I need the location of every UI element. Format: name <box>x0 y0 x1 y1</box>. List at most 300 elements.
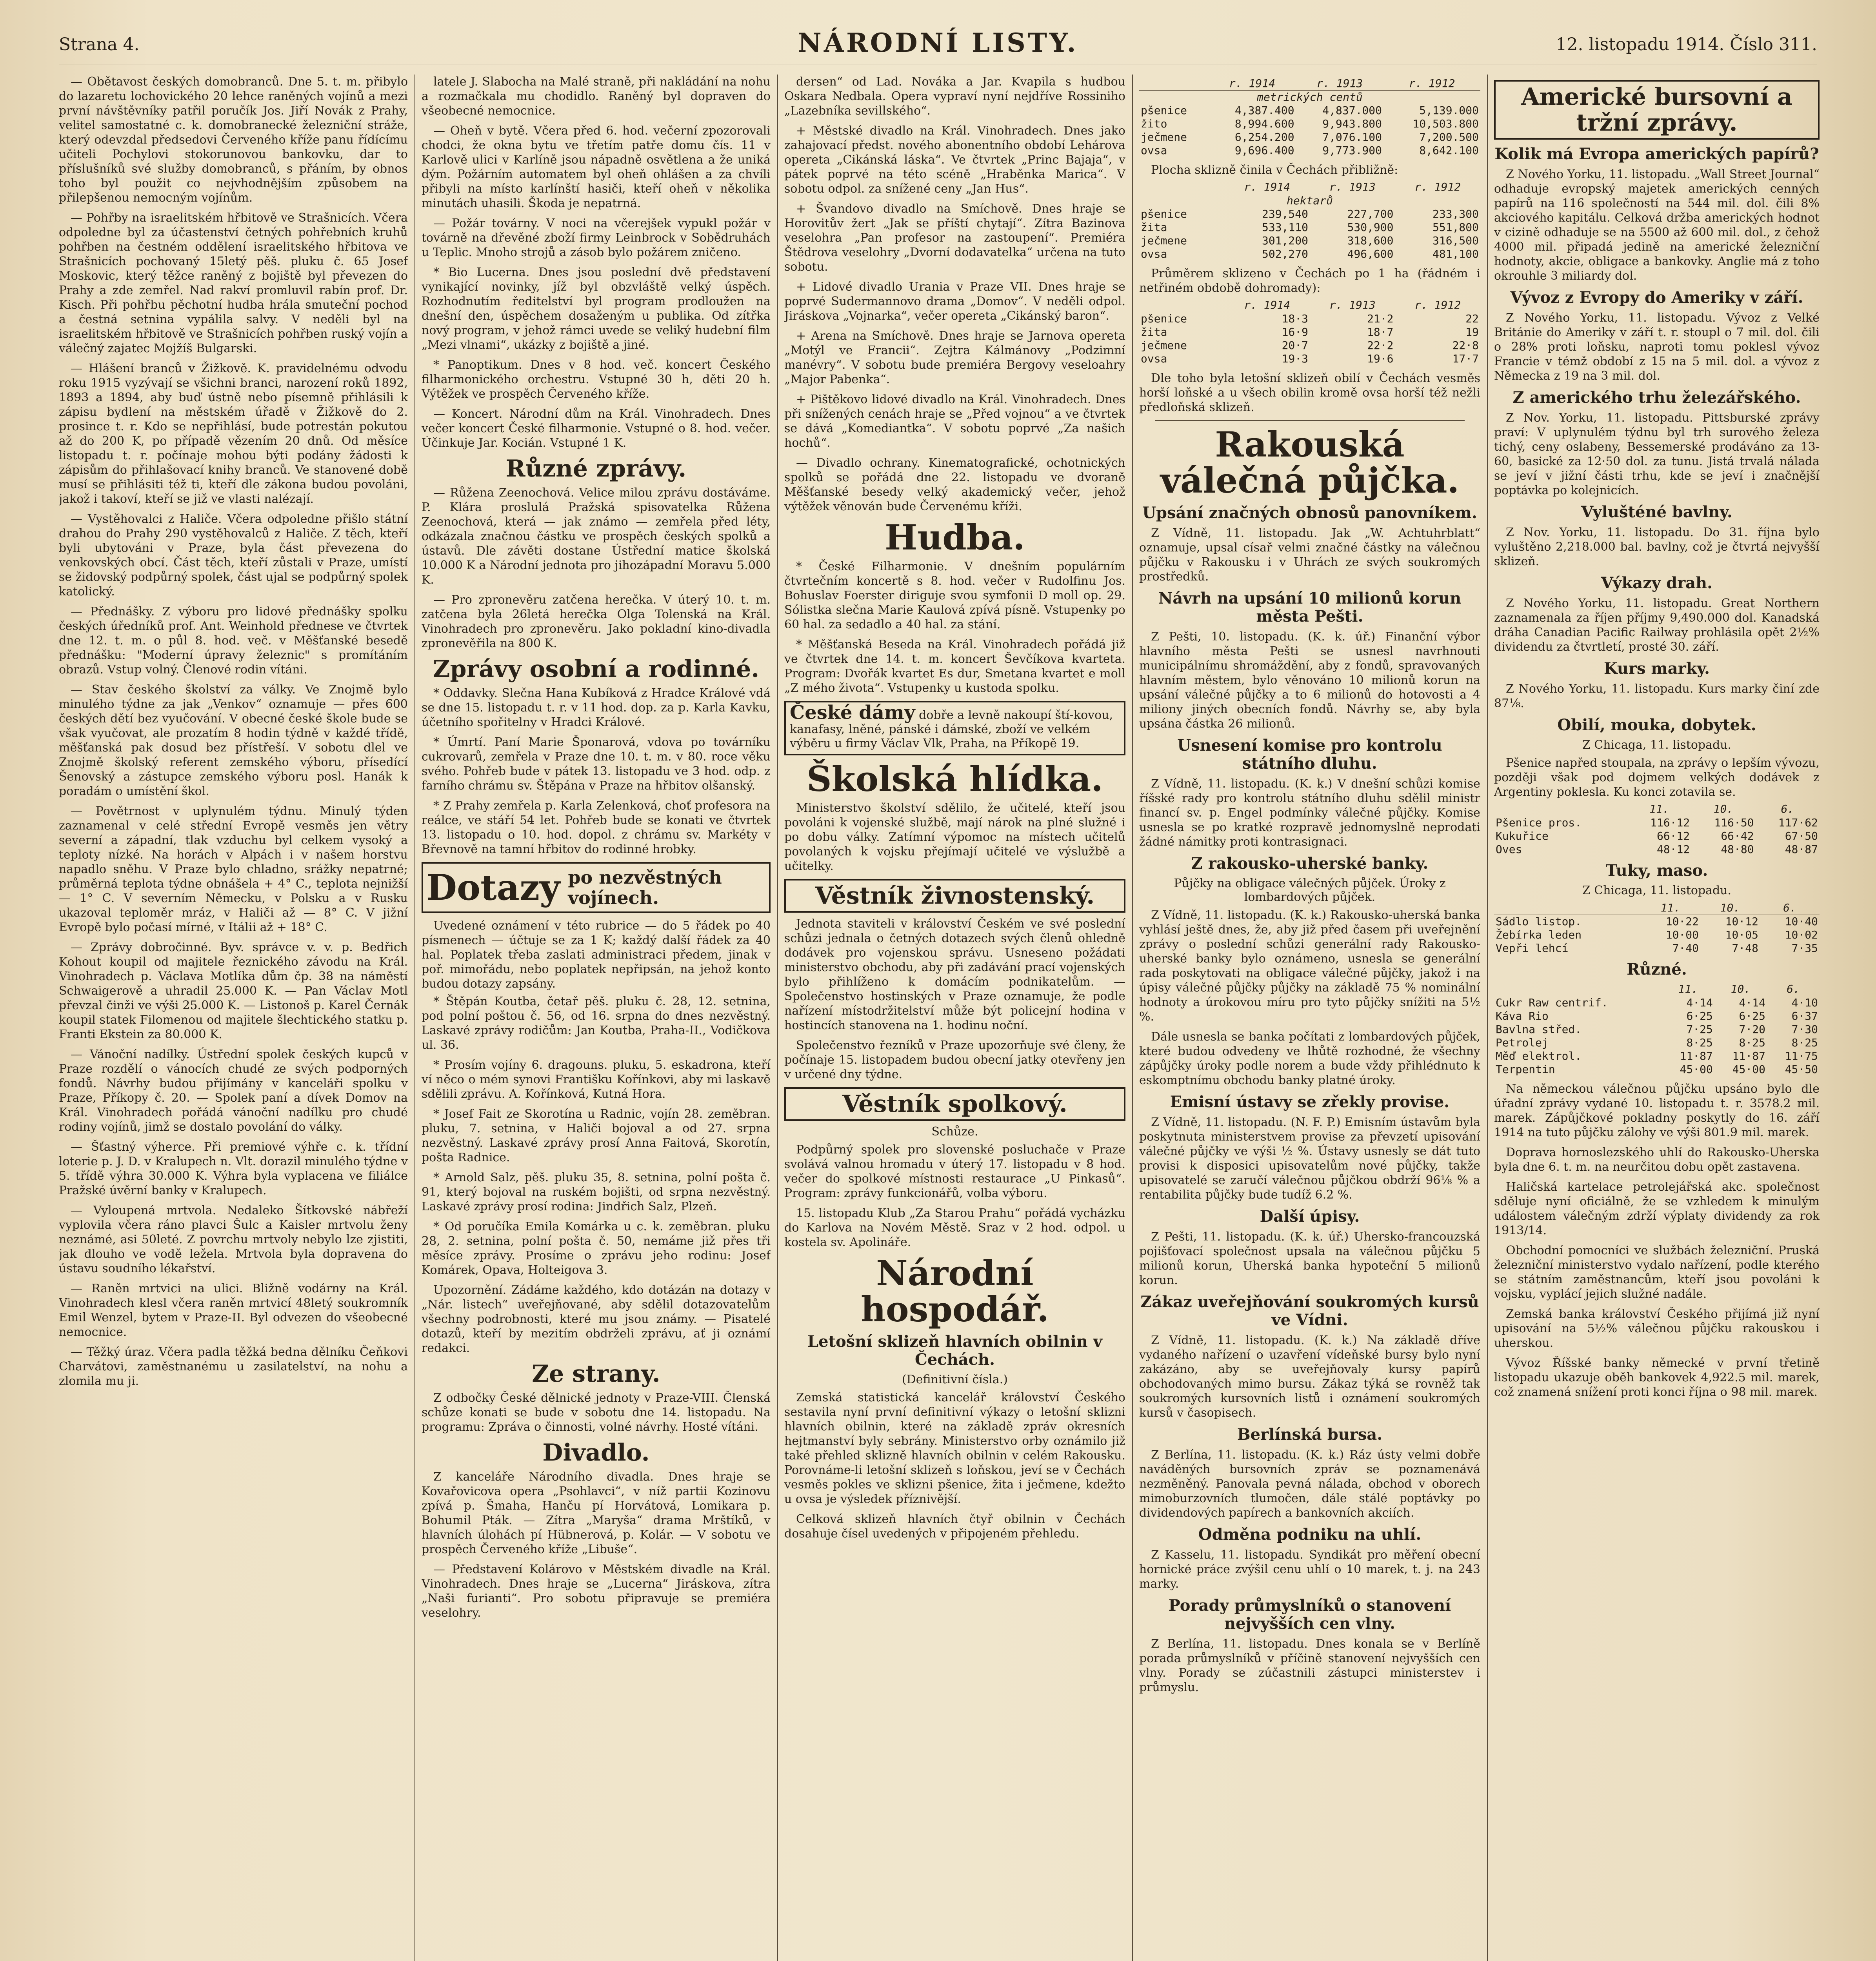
table-cell: 22 <box>1465 312 1479 325</box>
article-text: — Pohřby na israelitském hřbitově ve Strašnicích. Včera odpoledne byl za účastenství četných pohřebních kruhů pohřben na čestném oddělení israelitského hřbitova ve Strašnicích pochovaný 15letý pěš. pluku č. 65 Josef Moskovic, který těžce raněný z bojiště byl převezen do Prahy a zde zemřel. Nad rakví promluvil rabín prof. Dr. Kisch. Při pohřbu pěchotní hudba hrála smuteční pochod a čestná setnina vypálila salvy. V neděli byl na israelitském hřbitově ve Strašnicích pohřben ruský vojín a válečný zajatec Mojžíš Bulgarski. <box>59 211 408 355</box>
article-text: Z odbočky České dělnické jednoty v Praze-VIII. Členská schůze konati se bude v sobotu dne 14. listopadu. Na programu: Zpráva o činnosti, volné návrhy. Hosté vítáni. <box>422 1391 771 1434</box>
table-cell: 4,837.000 <box>1322 104 1382 117</box>
article-text: Vývoz Říšské banky německé v první třetině listopadu ukazuje oběh bankovek 4,922.5 mil. marek, což znamená snížení proti konci října o 98 mil. marek. <box>1494 1356 1820 1399</box>
article <box>59 361 408 506</box>
vestnik-s-subtitle: Schůze. <box>931 1125 978 1139</box>
table-row <box>1494 1036 1820 1050</box>
column-header: 6. <box>1756 802 1820 816</box>
article-text: — Obětavost českých domobranců. Dne 5. t. m. přibylo do lazaretu lochovického 20 lehce raněných vojínů a mezi první návštěvníky patřil poručík Jos. Jiří Novák z Prahy, velitel samostatné c. k. domobranecké železniční stráže, který odevzdal předsedovi Červeného kříže panu řídícímu učiteli Pochylovi stokorunovou bankovku, dar to příslušníků své služby domobranců, s přáním, by obnos toho byl použit co nejvhodnějším způsobem na přilepšenou nemocným vojínům. <box>59 75 408 205</box>
table-cell: 19·3 <box>1282 352 1308 365</box>
table-cell: 18·3 <box>1282 312 1308 325</box>
table-row <box>1139 247 1480 261</box>
table-cell: pšenice <box>1141 207 1187 220</box>
article-text: Zemská statistická kancelář království Českého sestavila nyní první definitivní výkazy o letošní sklizni hlavních obilnin, které na základě zpráv okresních hejtmanství byly sebrány. Ministerstvo orby oznámilo již také přehled sklizně hlavních obilnin v celém Rakousku. Porovnáme-li letošní sklizeň s loňskou, jeví se v Čechách vesměs pokles ve sklizni pšenice, žita i ječmene, kdežto u ovsa je výsledek příznivější. <box>784 1391 1125 1506</box>
article <box>1494 167 1820 283</box>
article <box>422 1219 771 1277</box>
section-title-razne: Různé zprávy. <box>505 455 687 482</box>
chicago-title: Z Chicaga, 11. listopadu. <box>1582 738 1732 752</box>
table-row <box>1494 915 1820 929</box>
article-text: + Arena na Smíchově. Dnes hraje se Jarnova opereta „Motýl ve Francii“. Zejtra Kálmánovy „Podzimní manévry“. V sobotu bude premiéra Bergovy veseloahry „Major Pabenka“. <box>784 329 1125 386</box>
column-header: 10. <box>1700 901 1760 915</box>
table-row <box>1139 352 1480 366</box>
ad-title: České dámy <box>790 702 915 724</box>
article-text: Obchodní pomocníci ve službách železniční. Pruská železniční ministerstvo vydalo nařízení, podle kterého se státním zaměstnancům, kteří jsou povoláni k vojsku, vyplácí jejich služné nadále. <box>1494 1244 1820 1301</box>
article-text: Na německou válečnou půjčku upsáno bylo dle úřadní zprávy vydané 10. listopadu t. r. 3578.2 mil. marek. Zápůjčkové pokladny poskytly do 16. září 1914 na tuto půjčku zálohy ve výši 801.9 mil. marek. <box>1494 1082 1820 1139</box>
table-cell: žito <box>1141 117 1167 130</box>
chicago-text: Pšenice napřed stoupala, na zprávy o lepším vývozu, později však pod dojmem velkých dodávek z Argentiny poklesla. Ku konci zotavila se. <box>1494 756 1820 799</box>
article <box>1139 777 1480 849</box>
obili-title: Obilí, mouka, dobytek. <box>1557 716 1756 734</box>
table-cell: 6,254.200 <box>1234 131 1294 144</box>
article <box>422 1391 771 1434</box>
table-cell: 7,076.100 <box>1322 131 1382 144</box>
table-cell: Oves <box>1496 843 1522 856</box>
article <box>784 124 1125 196</box>
table-row <box>1494 1063 1820 1076</box>
article-text: + Městské divadlo na Král. Vinohradech. Dnes jako zahajovací předst. nového abonentního období Lehárova opereta „Cikánská láska“. Ve čtvrtek „Princ Bajaja“, v pátek poprvé na této scéně „Hraběnka Marica“. V sobotu odpol. za snížené ceny „Jan Hus“. <box>784 124 1125 196</box>
page-number: Strana 4. <box>59 35 140 55</box>
letosni-subtitle: (Definitivní čísla.) <box>902 1373 1008 1386</box>
article-text: * Z Prahy zemřela p. Karla Zelenková, choť profesora na reálce, ve stáří 54 let. Pohřeb bude se konati ve čtvrtek 13. listopadu o 10. hod. dopol. z chrámu sv. Markéty v Břevnově na tamní hřbitov do rodinné hrobky. <box>422 799 771 856</box>
table-cell: Žebírka leden <box>1496 928 1582 941</box>
article-text: Z Nového Yorku, 11. listopadu. Vývoz z Velké Británie do Ameriky v září t. r. stoupl o 7 mil. dol. čili o 28% proti loňsku, naproti tomu poklesl vývoz Francie v témž období z 15 na 5 mil. dol. a vývoz z Německa z 19 na 3 mil. dol. <box>1494 311 1820 383</box>
kurs-title: Kurs marky. <box>1603 659 1710 678</box>
table-cell: 45·00 <box>1680 1063 1713 1076</box>
column-header: 6. <box>1760 901 1820 915</box>
article-text: Podpůrný spolek pro slovenské posluchače v Praze svolává valnou hromadu v úterý 17. listopadu v 8 hod. večer do spolkové místnosti restaurace „U Pinkasů“. Program: zprávy funkcionářů, volba výboru. <box>784 1143 1125 1200</box>
column-5 <box>1494 75 1820 1961</box>
navrh-title: Návrh na upsání 10 milionů korun města Pešti. <box>1158 589 1462 626</box>
article-text: — Vánoční nadílky. Ústřední spolek českých kupců v Praze rozdělí o vánocích chudé ze svých podporných fondů. Návrhy budou přijímány v kanceláři spolku v Praze, Příkopy č. 20. — Spolek paní a dívek Domov na Král. Vinohradech pořádá vánoční nadílku pro chudé rodiny vojínů, jimž se dostalo povolání do války. <box>59 1048 408 1134</box>
table-cell: 48·80 <box>1721 843 1754 856</box>
divider <box>1155 420 1465 421</box>
column-rule <box>777 75 778 1961</box>
column-header: r. 1913 <box>1310 298 1395 312</box>
plocha-title: Plocha sklizně činila v Čechách přibližně: <box>1151 163 1398 177</box>
table-row <box>1139 221 1480 234</box>
article <box>422 407 771 450</box>
section-title-narodni: Národní hospodář. <box>861 1253 1049 1330</box>
table-cell: 22·8 <box>1452 339 1479 352</box>
table-cell: 10·40 <box>1785 915 1818 928</box>
article-text: Z Vídně, 11. listopadu. Jak „W. Achtuhrblatt“ oznamuje, upsal císař velmi značné částky na válečnou půjčku v Rakousku i v Uhrách ze svých soukromých prostředků. <box>1139 526 1480 584</box>
unit-row <box>1139 194 1480 208</box>
table-cell: 4·14 <box>1686 996 1713 1009</box>
column-4 <box>1139 75 1480 1961</box>
column-header: 11. <box>1627 802 1691 816</box>
tuky-title: Tuky, maso. <box>1605 861 1708 880</box>
article <box>784 1512 1125 1541</box>
article <box>422 486 771 587</box>
table-cell: 239,540 <box>1262 207 1308 220</box>
table-cell: 233,300 <box>1432 207 1479 220</box>
article-text: * Panoptikum. Dnes v 8 hod. več. koncert Českého filharmonického orchestru. Vstupné 30 h, děti 20 h. Výtěžek ve prospěch Červeného kříže. <box>422 358 771 401</box>
column-header <box>1494 901 1641 915</box>
vyvoz-title: Vývoz z Evropy do Ameriky v září. <box>1510 288 1803 307</box>
column-rule <box>1132 75 1133 1961</box>
article <box>1139 1030 1480 1088</box>
table-cell: 116·50 <box>1714 816 1754 829</box>
table-cell: 316,500 <box>1432 234 1479 247</box>
table-cell: 8·25 <box>1686 1036 1713 1049</box>
table-cell: 6·37 <box>1791 1010 1818 1022</box>
article-text: * Bio Lucerna. Dnes jsou poslední dvě představení vynikající novinky, jíž byl obzvláště velký úspěch. Rozhodnutím ředitelství byl program prodloužen na dnešní den, úspěchem dosaženým u publika. Od zítřka nový program, v jehož rámci uvede se veliký hudební film „Mezi vlnami“, ukázky z bojiště a jiné. <box>422 266 771 352</box>
table-cell: 301,200 <box>1262 234 1308 247</box>
table-cell: 4,387.400 <box>1234 104 1294 117</box>
table-cell: 48·12 <box>1656 843 1690 856</box>
table-header-row <box>1494 901 1820 915</box>
section-title-burza: Americké bursovní a tržní zprávy. <box>1494 80 1820 140</box>
article <box>59 75 408 205</box>
article-text: * Štěpán Koutba, četař pěš. pluku č. 28, 12. setnina, pod polní poštou č. 56, od 16. srpna do dnes nezvěstný. Laskavé zprávy rodičům: Jan Koutba, Praha-II., Vodičkova ul. 36. <box>422 995 771 1052</box>
table-cell: 6·25 <box>1739 1010 1765 1022</box>
table-cell: 8·25 <box>1791 1036 1818 1049</box>
article <box>59 940 408 1042</box>
dotazy-intro: Uvedené oznámení v této rubrice — do 5 řádek po 40 písmenech — účtuje se za 1 K; každý další řádek za 40 hal. Poplatek třeba zaslati administraci předem, jinak v poř. mimořádu, nebo poplatek nepřipsán, na jehož konto budou dotazy zapsány. <box>422 919 771 991</box>
article <box>784 1038 1125 1082</box>
article-text: Z Nového Yorku, 11. listopadu. „Wall Street Journal“ odhaduje evropský majetek amerických cenných papírů na 116 společností na 544 mil. dol. čili 8% akciového kapitálu. Celková držba amerických hodnot v cizině odhaduje se na 5500 až 600 mil. dol., z čehož 4000 mil. připadá jedině na americké železniční hodnoty, akcie, obligace a bankovky. Anglie má z toho okrouhle 3 miliardy dol. <box>1494 167 1820 283</box>
table-cell: 318,600 <box>1347 234 1394 247</box>
column-header <box>1494 982 1662 996</box>
table-cell: 10·05 <box>1725 928 1758 941</box>
article-text: — Růžena Zeenochová. Velice milou zprávu dostáváme. P. Klára proslulá Pražská spisovatelka Růžena Zeenochová, která — jak známo — zemřela před léty, odkázala značnou částku ve prospěch českých spolků a ústavů. Dle závěti dostane Ústřední matice školská 10.000 K a Národní jednota pro jihozápadní Moravu 5.000 K. <box>422 486 771 587</box>
table-row <box>1494 843 1820 856</box>
article <box>422 75 771 118</box>
unit-row <box>1139 91 1480 104</box>
banky-title: Z rakousko-uherské banky. <box>1191 854 1429 873</box>
article-text: — Stav českého školství za války. Ve Znojmě bylo minulého týdne za jak „Venkov“ oznamuje — přes 600 českých dětí bez vyučování. V obecné české škole bude se však vyučovat, ale prozatím 8 hodin týdně v každé třídě, měšťanská pak dosud bez přístřeší. V sobotu dlel ve Znojmě školský referent zemského výboru, přísedící Šenovský a zástupce zemského výboru posl. Hanák k poradám o umístění škol. <box>59 683 408 798</box>
article-text: Z Vídně, 11. listopadu. (K. k.) V dnešní schůzi komise říšské rady pro kontrolu státního dluhu sdělil ministr financí sv. p. Engel podmínky válečné půjčky. Komise usnesla se po kratké rozpravě jednomyslně neprodati žádné námitky proti kontrasignaci. <box>1139 777 1480 849</box>
column-header: 10. <box>1691 802 1755 816</box>
issue-date: 12. listopadu 1914. Číslo 311. <box>1556 35 1817 55</box>
article <box>784 637 1125 695</box>
table-cell: 7,200.500 <box>1419 131 1479 144</box>
table-cell: 117·62 <box>1778 816 1818 829</box>
article <box>422 735 771 793</box>
article <box>59 1140 408 1198</box>
article-text: Zemská banka království Českého přijímá již nyní upisování na 5½% válečnou půjčku rakouskou i uherskou. <box>1494 1307 1820 1350</box>
vykazy-title: Výkazy drah. <box>1601 574 1713 592</box>
article <box>59 1345 408 1388</box>
article <box>784 392 1125 450</box>
table-cell: Sádlo listop. <box>1496 915 1582 928</box>
table-cell: 116·12 <box>1650 816 1690 829</box>
article <box>422 1107 771 1165</box>
table-cell: 11·75 <box>1785 1050 1818 1062</box>
article-text: Z Nového Yorku, 11. listopadu. Kurs marky činí zde 87⅛. <box>1494 682 1820 710</box>
table-cell: 10·22 <box>1665 915 1699 928</box>
column-header <box>1139 77 1208 91</box>
table-row <box>1139 104 1480 117</box>
table-cell: ovsa <box>1141 352 1167 365</box>
table-header-row <box>1139 77 1480 91</box>
table-cell: žita <box>1141 221 1167 234</box>
table-row <box>1494 928 1820 942</box>
column-header: r. 1913 <box>1296 77 1383 91</box>
article <box>1139 908 1480 1024</box>
article <box>1494 1180 1820 1238</box>
article-text: * Od poručíka Emila Komárka u c. k. zeměbran. pluku 28, 2. setnina, polní pošta č. 50, nemáme již přes tři měsíce zprávy. Prosíme o zprávu jeho rodinu: Josef Komárek, Opava, Holteigova 3. <box>422 1220 771 1277</box>
article <box>59 804 408 935</box>
article <box>1139 1637 1480 1695</box>
unit-label: metrických centů <box>1257 91 1363 104</box>
article <box>59 604 408 677</box>
table-cell: 16·9 <box>1282 326 1308 338</box>
article <box>59 682 408 799</box>
table-cell: Měď elektrol. <box>1496 1050 1582 1062</box>
table-row <box>1139 131 1480 144</box>
table-row <box>1139 339 1480 352</box>
tuky-table <box>1494 901 1820 955</box>
ruzne-table <box>1494 982 1820 1076</box>
column-3 <box>784 75 1125 1961</box>
dotazy-note: Upozornění. Zádáme každého, kdo dotázán na dotazy v „Nár. listech“ uveřejňované, aby sdělil dotazovatelům všechny podrobnosti, které mu jsou známy. — Pisatelé dotazů, kteří by mezitím obdrželi zprávu, ať ji oznámí redakci. <box>422 1283 771 1355</box>
article <box>59 1281 408 1339</box>
article-text: Jednota staviteli v království Českém ve své poslední schůzi jednala o četných dotazech svých členů ohledně dodávek pro vojenskou správu. Usneseno požádati ministerstvo obchodu, aby při zadávání prací vojenských bylo přihlíženo k domácím podnikatelům. — Společenstvo hostinských v Praze oznamuje, že podle nařízení místodržitelství může být policejní hodina v hostincích stanovena na 1. hodinu noční. <box>784 917 1125 1032</box>
column-header: 11. <box>1662 982 1714 996</box>
article <box>422 994 771 1052</box>
table-cell: pšenice <box>1141 104 1187 117</box>
table-row <box>1494 1050 1820 1063</box>
table-cell: ječmene <box>1141 234 1187 247</box>
table-cell: 66·12 <box>1656 830 1690 842</box>
article-text: * Oddavky. Slečna Hana Kubíková z Hradce Králové vdá se dne 15. listopadu t. r. v 11 hod. dop. za p. Karla Kavku, účetního spořitelny v Hradci Králové. <box>422 686 771 729</box>
table-row <box>1494 830 1820 843</box>
dotazy-banner <box>422 862 771 913</box>
article <box>59 1047 408 1134</box>
column-header: 6. <box>1767 982 1820 996</box>
column-header: r. 1914 <box>1225 180 1310 194</box>
usneseni-title: Usnesení komise pro kontrolu státního dluhu. <box>1177 736 1442 773</box>
table-cell: 7·40 <box>1672 942 1699 955</box>
table-cell: 533,110 <box>1262 221 1308 234</box>
article-text: — Hlášení branců v Žižkově. K. pravidelnému odvodu roku 1915 vyzývají se všichni branci, narození roků 1892, 1893 a 1894, aby buď ústně nebo písemně přihlásili k zápisu bydlení na městském úřadě v Žižkově do 2. prosince t. r. Kdo se nepřihlásí, bude potrestán pokutou až do 200 K, po případě vězením 20 dnů. Od měsíce listopadu t. r. počínaje mohou býti podány žádosti k zápisům do přihlašovací knihy branců. Ve stanovené době musí se přihlásiti též ti, kteří dle zákona budou povoláni, jakož i takoví, kteří se již ve vlasti nalézají. <box>59 362 408 506</box>
table-cell: Káva Rio <box>1496 1010 1549 1022</box>
article <box>1139 526 1480 584</box>
dotazy-subtitle: po nezvěstných vojínech. <box>568 867 722 908</box>
masthead-title: NÁRODNÍ LISTY. <box>798 27 1078 58</box>
article <box>784 456 1125 514</box>
article <box>1494 1243 1820 1301</box>
upsani-title: Upsání značných obnosů panovníkem. <box>1142 504 1477 522</box>
prumer-table <box>1139 298 1480 366</box>
table-cell: ječmene <box>1141 131 1187 144</box>
uhli-title: Odměna podniku na uhlí. <box>1198 1525 1422 1544</box>
column-header: 11. <box>1641 901 1700 915</box>
table-row <box>1139 117 1480 131</box>
article-text: Dále usnesla se banka počítati z lombardových půjček, které budou odvedeny ve lhůtě rozhodné, že všechny zápůjčky úroky podle norem a bude vždy přihlédnuto k eskomptnímu obchodu banky platné úroky. <box>1139 1030 1480 1087</box>
article <box>422 593 771 651</box>
table-cell: 227,700 <box>1347 207 1394 220</box>
table-cell: 11·87 <box>1680 1050 1713 1062</box>
chicago2-title: Z Chicaga, 11. listopadu. <box>1582 884 1732 897</box>
article <box>1494 411 1820 498</box>
porady-title: Porady průmyslníků o stanovení nejvyšších cen vlny. <box>1168 1596 1451 1633</box>
section-title-pujcka: Rakouská válečná půjčka. <box>1160 424 1460 501</box>
table-cell: 481,100 <box>1432 247 1479 260</box>
article <box>59 211 408 356</box>
column-header: r. 1914 <box>1208 77 1296 91</box>
table-row <box>1139 326 1480 339</box>
table-cell: 22·2 <box>1367 339 1394 352</box>
section-title-vestnik-s: Věstník spolkový. <box>784 1087 1125 1121</box>
table-cell: 48·87 <box>1785 843 1818 856</box>
table-header-row <box>1139 298 1480 312</box>
article-text: Celková sklizeň hlavních čtyř obilnin v Čechách dosahuje čísel uvedených v připojeném přehledu. <box>784 1512 1125 1541</box>
table-cell: Pšenice pros. <box>1496 816 1582 829</box>
column-1 <box>59 75 408 1961</box>
article <box>784 1206 1125 1250</box>
article-text: — Koncert. Národní dům na Král. Vinohradech. Dnes večer koncert České filharmonie. Vstupné o 8. hod. večer. Účinkuje Jar. Kocián. Vstupné 1 K. <box>422 407 771 450</box>
article <box>1494 311 1820 383</box>
table-cell: 4·10 <box>1791 996 1818 1009</box>
column-header: r. 1912 <box>1395 180 1481 194</box>
column-header <box>1139 298 1225 312</box>
table-header-row <box>1494 802 1820 816</box>
column-header: 10. <box>1714 982 1767 996</box>
table-cell: Terpentin <box>1496 1063 1555 1076</box>
table-cell: 20·7 <box>1282 339 1308 352</box>
article-text: latele J. Slabocha na Malé straně, při nakládání na nohu a rozmačkala mu chodidlo. Raněný byl dopraven do všeobecné nemocnice. <box>422 75 771 118</box>
article-text: + Lidové divadlo Urania v Praze VII. Dnes hraje se poprvé Sudermannovo drama „Domov“. V neděli odpol. Jiráskova „Vojnarka“, večer opereta „Cikánský baron“. <box>784 280 1125 323</box>
article-text: Z Pešti, 11. listopadu. (K. k. úř.) Uhersko-francouzská pojišťovací společnost upsala na válečnou půjčku 5 milionů korun, Uherská banka hypoteční 5 milionů korun. <box>1139 1230 1480 1287</box>
table-cell: 7·35 <box>1791 942 1818 955</box>
dotazy-title: Dotazy <box>426 867 560 908</box>
article-text: Z Nov. Yorku, 11. listopadu. Do 31. října bylo vyluštěno 2,218.000 bal. bavlny, což je čtvrtá nejvyšší sklizeň. <box>1494 526 1820 568</box>
section-title-zestrany: Ze strany. <box>532 1360 660 1388</box>
table-cell: 67·50 <box>1785 830 1818 842</box>
article <box>422 799 771 857</box>
article-text: — Oheň v bytě. Včera před 6. hod. večerní zpozorovali chodci, že okna bytu ve třetím patře domu čís. 11 v Karlově ulici v Karlíně jsou nápadně osvětlena a že uniká dým. Požárním automatem byl oheň ohlášen a za chvíli přibyli na místo karlínští hasiči, kteří oheň v několika minutách uhasili. Škoda je nepatrná. <box>422 124 771 210</box>
table-cell: 21·2 <box>1367 312 1394 325</box>
article-text: Z Berlína, 11. listopadu. (K. k.) Ráz ústy velmi dobře naváděných bursovních zpráv se poznamenává nezměněný. Panovala pevná nálada, obchod v oborech mimoburzovních tlumočen, dále stálé poptávky po dividendových papírech a bankovních akciích. <box>1139 1448 1480 1520</box>
article-text: — Divadlo ochrany. Kinematografické, ochotnických spolků se pořádá dne 22. listopadu ve dvoraně Měšťanské besedy velký akademický večer, jehož výtěžek věnován bude Červenému kříži. <box>784 456 1125 513</box>
section-title-divadlo: Divadlo. <box>542 1439 650 1466</box>
article-text: — Vystěhovalci z Haliče. Včera odpoledne přišlo státní drahou do Prahy 290 vystěhovalců z Haliče. Z těch, kteří byli ubytováni v Praze, byla část převezena do venkovských obcí. Část těch, kteří zůstali v Praze, umístí se židovský podpůrný spolek, část ujal se podpůrný spolek katolický. <box>59 512 408 598</box>
article-text: — Těžký úraz. Včera padla těžká bedna dělníku Čeňkovi Charvátovi, zaměstnanému u zasilatelství, na nohu a zlomila mu ji. <box>59 1345 408 1388</box>
article-text: — Povětrnost v uplynulém týdnu. Minulý týden zaznamenal v celé střední Evropě vesměs jen větry severní a západní, tlak vzduchu byl celkem vysoký a teploty nízké. Na horách v Alpách i v našem horstvu napadlo sněhu. V Praze bylo chladno, srážky nepatrné; průměrná teplota týdne obnášela + 4° C., teplota nejnižší — 1° C. V severním Německu, v Polsku a v Rusku ukazoval teploměr mráz, v Haliči až — 8° C. V jižní Evropě bylo počasí mírné, v Itálii až + 18° C. <box>59 804 408 934</box>
article-text: Z Nov. Yorku, 11. listopadu. Pittsburské zprávy praví: V uplynulém týdnu byl trh surového železa tichý, ceny oslabeny, Bessemerské prodáváno za 13-60, basické za 12·50 dol. za tunu. Jistá trvalá nálada se jeví v jižní části trhu, kde se jeví i značnější poptávka po kolejnicích. <box>1494 411 1820 497</box>
column-header: r. 1914 <box>1225 298 1310 312</box>
table-cell: 19 <box>1465 326 1479 338</box>
vylustene-title: Vylušténé bavlny. <box>1581 503 1732 521</box>
article-text: * Josef Fait ze Skorotína u Radnic, vojín 28. zeměbran. pluku, 7. setnina, v Haliči bojoval a od 27. srpna nezvěstný. Laskavé zprávy prosí Anna Faitová, Skorotín, pošta Radnice. <box>422 1107 771 1164</box>
table-cell: Cukr Raw centrif. <box>1496 996 1608 1009</box>
article-text: 15. listopadu Klub „Za Starou Prahu“ pořádá vycházku do Karlova na Novém Městě. Sraz v 2 hod. odpol. u kostela sv. Apolináře. <box>784 1206 1125 1249</box>
table-row <box>1139 144 1480 157</box>
article-text: Z Kasselu, 11. listopadu. Syndikát pro měření obecní hornické práce zvýšil cenu uhlí o 10 marek, t. j. na 243 marky. <box>1139 1548 1480 1591</box>
section-title-skolska: Školská hlídka. <box>807 759 1103 799</box>
zakaz-title: Zákaz uveřejňování soukromých kursů ve Vídni. <box>1140 1293 1479 1329</box>
article-text: + Pištěkovo lidové divadlo na Král. Vinohradech. Dnes při snížených cenách hraje se „Před vojnou“ a ve čtvrtek se dává „Komediantka“. V sobotu poprvé „Za našich hochů“. <box>784 393 1125 450</box>
table-cell: 45·00 <box>1732 1063 1765 1076</box>
column-rule <box>414 75 415 1961</box>
table-cell: 5,139.000 <box>1419 104 1479 117</box>
article-text: + Švandovo divadlo na Smíchově. Dnes hraje se Horovitův žert „Jak se příští chytají“. Zítra Bazinova veselohra „Pan profesor na zastoupení“. Premiéra Štědrova veselohry „Dvorní dodavatelka“ určena na tuto sobotu. <box>784 202 1125 274</box>
kolik-title: Kolik má Evropa amerických papírů? <box>1494 145 1819 163</box>
table-row <box>1139 234 1480 247</box>
article <box>1494 682 1820 711</box>
sklizen-table <box>1139 77 1480 157</box>
article-text: dersen“ od Lad. Nováka a Jar. Kvapila s hudbou Oskara Nedbala. Opera vypraví nyní nejdříve Rossiniho „Lazebníka sevillského“. <box>784 75 1125 118</box>
table-cell: 502,270 <box>1262 247 1308 260</box>
table-cell: 18·7 <box>1367 326 1394 338</box>
article-text: Doprava hornoslezského uhlí do Rakousko-Uherska byla dne 6. t. m. na neurčitou dobu opět zastavena. <box>1494 1146 1820 1174</box>
article <box>784 1142 1125 1201</box>
article-text: * Prosím vojíny 6. dragouns. pluku, 5. eskadrona, kteří ví něco o mém synovi Františku Kořínkovi, aby mi laskavě sdělili zprávu. A. Kořínková, Kutná Hora. <box>422 1058 771 1101</box>
article <box>1494 1082 1820 1140</box>
article <box>1494 1307 1820 1350</box>
column-header: r. 1913 <box>1310 180 1395 194</box>
table-cell: 10·12 <box>1725 915 1758 928</box>
article-text: — Vyloupená mrtvola. Nedaleko Šítkovské nábřeží vyplovila včera ráno plavci Šulc a Kaisler mrtvolu ženy neznámé, asi 50leté. Z povrchu mrtvoly nebylo lze zjistiti, jak dlouho ve vodě ležela. Mrtvola byla dopravena do ústavu soudního lékařství. <box>59 1204 408 1275</box>
article <box>422 216 771 260</box>
article-text: Z kanceláře Národního divadla. Dnes hraje se Kovařovicova opera „Psohlavci“, v níž partii Kozinovu zpívá p. Šmaha, Hanču pí Horvátová, Lomikara p. Bohumil Pták. — Zítra „Maryša“ drama Mrštíků, v hlavních úlohách pí Hübnerová, p. Kolár. — V sobotu ve prospěch Červeného kříže „Libuše“. <box>422 1470 771 1556</box>
article <box>422 1058 771 1101</box>
table-cell: Vepři lehcí <box>1496 942 1569 955</box>
article <box>784 202 1125 274</box>
table-cell: 45·50 <box>1785 1063 1818 1076</box>
article <box>784 801 1125 873</box>
article <box>784 1390 1125 1506</box>
article-text: — Pro zpronevěru zatčena herečka. V úterý 10. t. m. zatčena byla 26letá herečka Olga Tolenská na Král. Vinohradech pro zpronevěru. Jako pokladní kino-divadla zpronevěřila na 800 K. <box>422 593 771 650</box>
column-header: r. 1912 <box>1395 298 1481 312</box>
table-note: Dle toho byla letošní sklizeň obilí v Čechách vesměs horší loňské a u všech obilin kromě ovsa horší též nežli předloňská sklizeň. <box>1139 371 1480 414</box>
table-cell: 7·20 <box>1739 1023 1765 1036</box>
plocha-table <box>1139 180 1480 261</box>
table-row <box>1494 996 1820 1010</box>
article <box>422 1170 771 1214</box>
banky-subtitle: Půjčky na obligace válečných půjček. Úroky z lombardových půjček. <box>1174 877 1446 904</box>
article-text: Z Berlína, 11. listopadu. Dnes konala se v Berlíně porada průmyslníků v příčině stanovení nejvyšších cen vlny. Porady se zúčastnili zástupci ministerstev i průmyslu. <box>1139 1637 1480 1694</box>
ad-text: dobře a levně nakoupí ští-kovou, kanafasy, lněné, pánské i dámské, zboží ve velkém výběru u firmy Václav Vlk, Praha, na Příkopě 19. <box>790 708 1113 750</box>
article-text: Z Vídně, 11. listopadu. (K. k.) Rakousko-uherská banka vyhlásí ještě dnes, že, aby již před časem při uveřejnění zprávy o poslední schůzi generální rady Rakousko-uherské banky bylo oznámeno, usnesla se generální rada poskytovati na obligace válečné půjčky, jakož i na úpisy válečné půjčky půjčky na základě 75 % nominální hodnoty a úrokovou míru pro tyto půjčky snížiti na 5½ %. <box>1139 908 1480 1024</box>
table-cell: 4·14 <box>1739 996 1765 1009</box>
article <box>1139 1548 1480 1591</box>
article-text: — Šťastný výherce. Při premiové výhře c. k. třídní loterie p. J. D. v Kralupech n. Vlt. dorazil minulého týdne v 5. třídě výhra 30.000 K. Výhra byla vyplacena ve filiálce Pražské úvěrní banky v Kralupech. <box>59 1140 408 1197</box>
article-text: Haličská kartelace petrolejářská akc. společnost sděluje nyní oficiálně, že se vzhledem k minulým událostem válečným zdrží výplaty dividendy za rok 1913/14. <box>1494 1180 1820 1237</box>
table-header-row <box>1494 982 1820 996</box>
article <box>422 686 771 729</box>
emisni-title: Emisní ústavy se zřekly provise. <box>1170 1093 1450 1111</box>
table-cell: 17·7 <box>1452 352 1479 365</box>
table-cell: Bavlna střed. <box>1496 1023 1582 1036</box>
table-cell: Kukuřice <box>1496 830 1549 842</box>
column-header <box>1494 802 1627 816</box>
table-cell: ovsa <box>1141 247 1167 260</box>
table-cell: 8·25 <box>1739 1036 1765 1049</box>
advertisement <box>784 701 1125 755</box>
table-cell: 7·25 <box>1686 1023 1713 1036</box>
section-title-hudba: Hudba. <box>885 517 1025 558</box>
table-cell: Petrolej <box>1496 1036 1549 1049</box>
section-title-osobni: Zprávy osobní a rodinné. <box>433 655 760 683</box>
article-text: * Měšťanská Beseda na Král. Vinohradech pořádá již ve čtvrtek dne 14. t. m. koncert Ševčíkova kvarteta. Program: Dvořák kvartet Es dur, Smetana kvartet e moll „Z mého života“. Vstupenky u kustoda spolku. <box>784 638 1125 695</box>
article-text: — Požár továrny. V noci na včerejšek vypukl požár v továrně na dřevěné zboží firmy Leinbrock v Sobědruhách u Teplic. Mnoho strojů a zásob bylo požárem zničeno. <box>422 216 771 259</box>
article <box>784 75 1125 118</box>
article <box>422 358 771 401</box>
table-row <box>1494 1010 1820 1023</box>
table-cell: 7·30 <box>1791 1023 1818 1036</box>
section-title-vestnik-z: Věstník živnostenský. <box>784 879 1125 913</box>
article <box>784 329 1125 387</box>
article-text: * Úmrtí. Paní Marie Šponarová, vdova po továrníku cukrovarů, zemřela v Praze dne 10. t. m. v 80. roce věku svého. Pohřeb bude v pátek 13. listopadu ve 3 hod. odp. z farního chrámu sv. Štěpána v Praze na hřbitov olšanský. <box>422 735 771 793</box>
column-rule <box>1487 75 1488 1961</box>
article <box>1494 525 1820 569</box>
article <box>422 1470 771 1557</box>
prumer-title: Průměrem sklizeno v Čechách po 1 ha (řádném i netřiném obdobě dohromady): <box>1139 267 1480 295</box>
table-cell: 10·00 <box>1665 928 1699 941</box>
